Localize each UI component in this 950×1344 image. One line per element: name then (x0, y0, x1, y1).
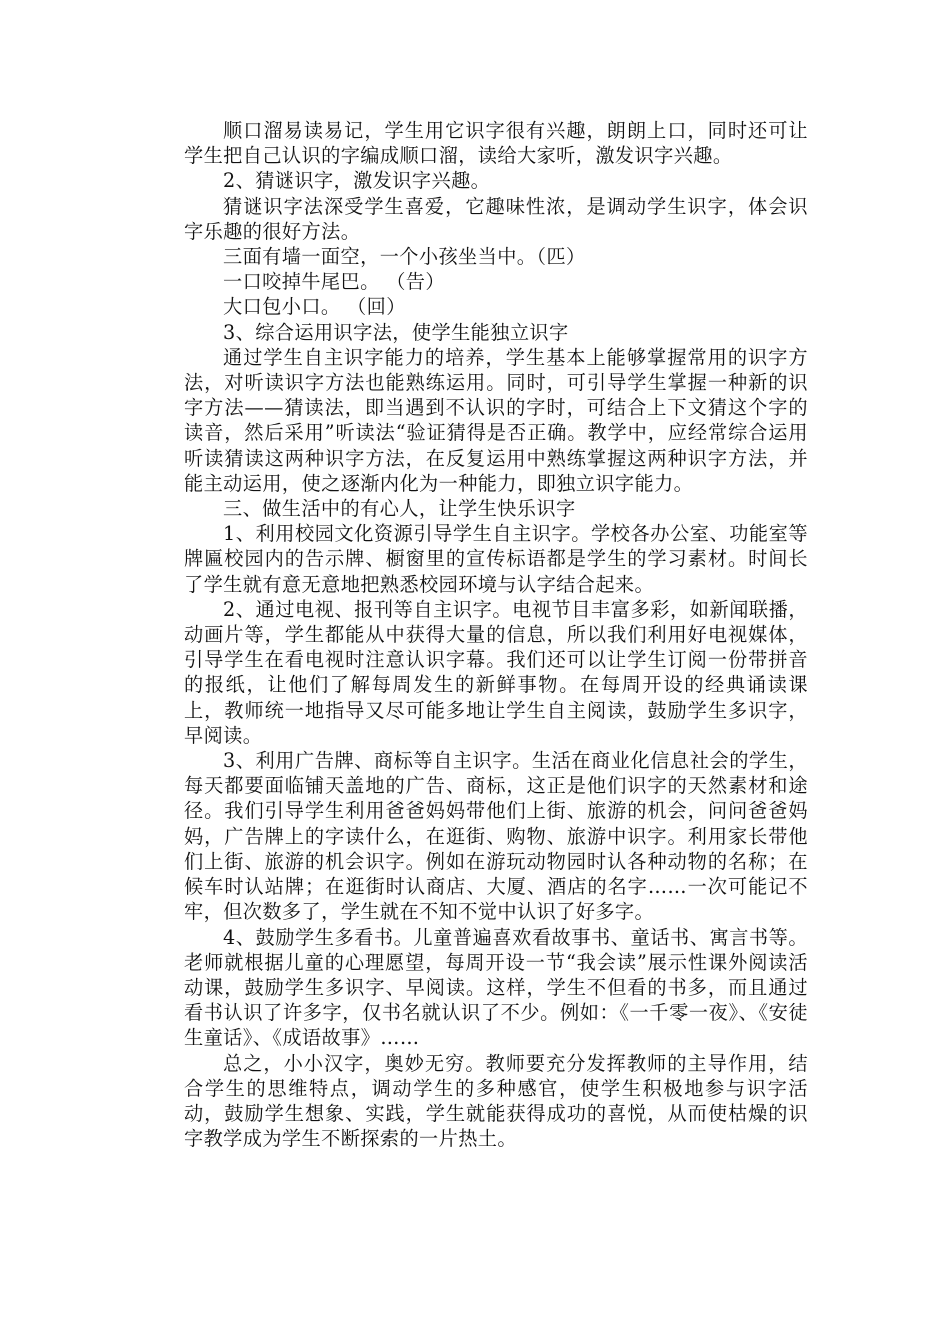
document-body (184, 118, 808, 1151)
heading-combined-methods: 3、综合运用识字法，使学生能独立识字 (223, 320, 569, 344)
paragraph-conclusion: 总之，小小汉字，奥妙无穷。教师要充分发挥教师的主导作用，结合学生的思维特点，调动学生的多种感官，使学生积极地参与识字活动，鼓励学生想象、实践，学生就能获得成功的喜悦，从而使枯燥的识字教学成为学生不断探索的一片热土。 (184, 1051, 808, 1151)
riddle-example-2: 一口咬掉牛尾巴。 （告） (223, 270, 445, 294)
paragraph-billboards: 3、利用广告牌、商标等自主识字。生活在商业化信息社会的学生，每天都要面临铺天盖地的广告、商标，这正是他们识字的天然素材和途径。我们引导学生利用爸爸妈妈带他们上街、旅游的机会，问问爸爸妈妈，广告牌上的字读什么，在逛街、购物、旅游中识字。利用家长带他们上街、旅游的机会识字。例如在游玩动物园时认各种动物的名称；在候车时认站牌；在逛街时认商店、大厦、酒店的名字……一次可能记不牢，但次数多了，学生就在不知不觉中认识了好多字。 (184, 749, 808, 924)
section-heading-three: 三、做生活中的有心人，让学生快乐识字 (223, 497, 576, 521)
riddle-example-1: 三面有墙一面空，一个小孩坐当中。（匹） (223, 245, 586, 269)
heading-guess-riddle: 2、猜谜识字，激发识字兴趣。 (223, 169, 491, 193)
paragraph-reading-books: 4、鼓励学生多看书。儿童普遍喜欢看故事书、童话书、寓言书等。老师就根据儿童的心理愿望，每周开设一节“我会读”展示性课外阅读活动课，鼓励学生多识字、早阅读。这样，学生不但看的书多，而且通过看书认识了许多字，仅书名就认识了不少。例如：《一千零一夜》、《安徒生童话》、《成语故事》…… (184, 925, 808, 1050)
paragraph-riddle-method: 猜谜识字法深受学生喜爱，它趣味性浓，是调动学生识字，体会识字乐趣的很好方法。 (184, 194, 808, 243)
paragraph-shunkouliu: 顺口溜易读易记，学生用它识字很有兴趣，朗朗上口，同时还可让学生把自己认识的字编成顺口溜，读给大家听，激发识字兴趣。 (184, 119, 808, 168)
paragraph-campus-resources: 1、利用校园文化资源引导学生自主识字。学校各办公室、功能室等牌匾校园内的告示牌、橱窗里的宣传标语都是学生的学习素材。时间长了学生就有意无意地把熟悉校园环境与认字结合起来。 (184, 522, 808, 596)
riddle-example-3: 大口包小口。 （回） (223, 295, 406, 319)
paragraph-independent-literacy: 通过学生自主识字能力的培养，学生基本上能够掌握常用的识字方法，对听读识字方法也能熟练运用。同时，可引导学生掌握一种新的识字方法——猜读法，即当遇到不认识的字时，可结合上下文猜这个字的读音，然后采用”听读法“验证猜得是否正确。教学中，应经常综合运用听读猜读这两种识字方法，在反复运用中熟练掌握这两种识字方法，并能主动运用，使之逐渐内化为一种能力，即独立识字能力。 (184, 345, 808, 495)
paragraph-tv-newspapers: 2、通过电视、报刊等自主识字。电视节目丰富多彩，如新闻联播，动画片等，学生都能从中获得大量的信息，所以我们利用好电视媒体，引导学生在看电视时注意认识字幕。我们还可以让学生订阅一份带拼音的报纸，让他们了解每周发生的新鲜事物。在每周开设的经典诵读课上，教师统一地指导又尽可能多地让学生自主阅读，鼓励学生多识字，早阅读。 (184, 597, 808, 747)
